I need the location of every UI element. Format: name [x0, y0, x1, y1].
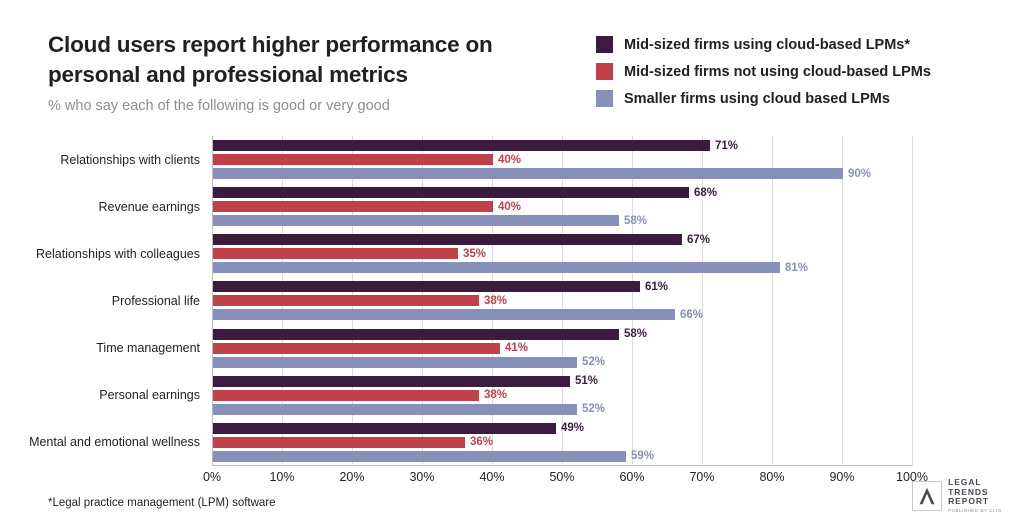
- x-tick-label: 30%: [409, 470, 435, 484]
- bar-value-label: 68%: [694, 186, 718, 199]
- legend-item: [596, 36, 931, 53]
- bar: [213, 308, 704, 321]
- bar-value-label: 35%: [463, 247, 487, 260]
- bar-value-label: 49%: [561, 422, 585, 435]
- bar-value-label: 52%: [582, 403, 606, 416]
- logo-line-3: REPORT: [948, 496, 989, 507]
- plot-area: [29, 136, 912, 466]
- x-tick-label: 100%: [896, 470, 928, 484]
- logo-line-1: LEGAL: [948, 477, 982, 487]
- x-tick-label: 20%: [339, 470, 365, 484]
- logo-line-2: TRENDS: [948, 486, 989, 497]
- bar-value-label: 67%: [687, 233, 711, 246]
- bar-value-label: 61%: [645, 280, 669, 293]
- bar-group: [29, 419, 912, 466]
- bar-group: [98, 183, 912, 230]
- bar: [213, 261, 809, 274]
- page-title: Cloud users report higher performance on personal and professional metrics: [48, 32, 493, 87]
- bar: [213, 342, 529, 355]
- bar: [213, 375, 599, 388]
- bar-group: [99, 372, 912, 419]
- bar-value-label: 66%: [680, 308, 704, 321]
- bar-group: [60, 136, 912, 183]
- bar: [213, 403, 606, 416]
- bar-value-label: 40%: [498, 153, 522, 166]
- bar-group: [36, 230, 912, 277]
- bar: [213, 186, 718, 199]
- category-label: Revenue earnings: [98, 199, 200, 214]
- x-tick-label: 50%: [549, 470, 575, 484]
- bar: [213, 294, 508, 307]
- bar-value-label: 36%: [470, 436, 494, 449]
- clio-logo-icon: [912, 481, 942, 511]
- bar: [213, 153, 522, 166]
- legend-label: Smaller firms using cloud based LPMs: [624, 90, 890, 107]
- chart-legend: [596, 36, 931, 117]
- legend-item: [596, 90, 931, 107]
- category-label: Relationships with colleagues: [36, 246, 200, 261]
- bar: [213, 422, 585, 435]
- bar: [213, 247, 487, 260]
- x-tick-label: 10%: [269, 470, 295, 484]
- category-label: Mental and emotional wellness: [29, 435, 200, 450]
- page-subtitle: % who say each of the following is good or very good: [48, 98, 390, 115]
- category-label: Personal earnings: [99, 388, 200, 403]
- bar-value-label: 58%: [624, 328, 648, 341]
- chart-header: [48, 30, 568, 114]
- bar-value-label: 59%: [631, 450, 655, 463]
- footnote: *Legal practice management (LPM) software: [48, 497, 276, 509]
- bar-value-label: 41%: [505, 342, 529, 355]
- bar-value-label: 81%: [785, 261, 809, 274]
- x-tick-label: 90%: [829, 470, 855, 484]
- bar-value-label: 38%: [484, 294, 508, 307]
- bar-value-label: 90%: [848, 167, 872, 180]
- bar: [213, 200, 522, 213]
- legend-swatch-icon: [596, 63, 613, 80]
- bar: [213, 356, 606, 369]
- bar-value-label: 40%: [498, 200, 522, 213]
- x-tick-label: 40%: [479, 470, 505, 484]
- x-tick-label: 70%: [689, 470, 715, 484]
- x-tick-label: 80%: [759, 470, 785, 484]
- bar: [213, 214, 648, 227]
- bar: [213, 450, 655, 463]
- bar: [213, 233, 711, 246]
- category-label: Time management: [96, 341, 200, 356]
- gridline: [912, 136, 913, 466]
- bar-group: [111, 277, 912, 324]
- category-label: Professional life: [111, 293, 200, 308]
- bar: [213, 328, 648, 341]
- legend-label: Mid-sized firms using cloud-based LPMs*: [624, 36, 911, 53]
- bar-value-label: 38%: [484, 389, 508, 402]
- bar-value-label: 51%: [575, 375, 599, 388]
- legend-swatch-icon: [596, 36, 613, 53]
- bar: [213, 139, 739, 152]
- bar: [213, 389, 508, 402]
- category-label: Relationships with clients: [60, 152, 200, 167]
- x-tick-label: 0%: [202, 470, 222, 484]
- bar: [213, 436, 494, 449]
- logo-sub: PUBLISHED BY CLIO: [948, 508, 1002, 514]
- legend-item: [596, 63, 931, 80]
- bar-group: [96, 325, 912, 372]
- legend-swatch-icon: [596, 90, 613, 107]
- bar: [213, 167, 872, 180]
- bar-value-label: 71%: [715, 139, 739, 152]
- legal-trends-report-logo: [912, 478, 1002, 513]
- legend-label: Mid-sized firms not using cloud-based LPMs: [624, 63, 931, 80]
- bar: [213, 280, 669, 293]
- logo-wordmark: [948, 478, 1002, 513]
- bar-value-label: 58%: [624, 214, 648, 227]
- bar-value-label: 52%: [582, 356, 606, 369]
- x-tick-label: 60%: [619, 470, 645, 484]
